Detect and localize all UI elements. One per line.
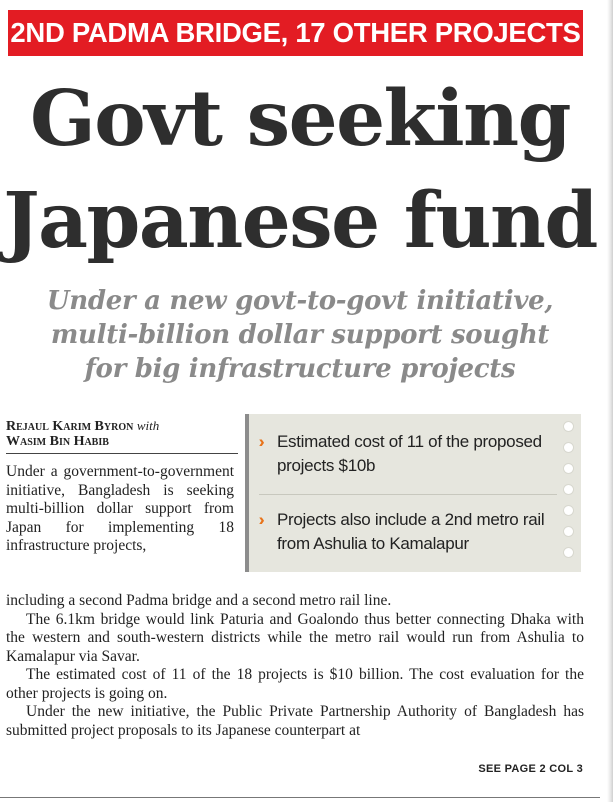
highlight-item [259,430,549,478]
headline-line-1: Govt seeking [30,74,570,164]
byline-author-1: Rejaul Karim Byron [6,419,134,434]
subheadline-line-1: Under a new govt-to-govt initiative, [46,286,554,316]
subheadline [0,284,600,386]
perforation-decoration [561,422,577,568]
jump-line: SEE PAGE 2 COL 3 [478,763,583,775]
byline [6,418,238,449]
highlights-stripe [245,414,249,572]
subheadline-line-3: for big infrastructure projects [84,354,516,384]
article-paragraph: Under a government-to-government initiative, Bangladesh is seeking multi-billion dollar support from Japan for implementing 18 infrastructure projects, [6,463,234,554]
article-paragraph: The 6.1km bridge would link Paturia and Goalondo thus better connecting Dhaka with the western and south-western districts while the metro rail would run from Ashulia to Kamalapur via Savar. [6,610,584,665]
article-paragraph: including a second Padma bridge and a second metro rail line. [6,592,392,609]
article-body [6,592,584,740]
byline-with: with [136,418,160,433]
article-paragraph: Under the new initiative, the Public Private Partnership Authority of Bangladesh has submitted project proposals to its Japanese counterpart at [6,703,584,739]
headline-line-2: Japanese fund [3,176,597,266]
subheadline-line-2: multi-billion dollar support sought [50,320,550,350]
byline-author-2: Wasim Bin Habib [6,434,109,449]
page-edge-shadow [607,0,613,802]
highlight-text: Estimated cost of 11 of the proposed projects $10b [277,432,542,475]
byline-divider [6,453,238,454]
article-lead-column [6,463,234,556]
highlights-box [245,414,581,572]
highlight-item [259,508,549,556]
headline [0,68,600,272]
highlight-text: Projects also include a 2nd metro rail from Ashulia to Kamalapur [277,510,545,553]
article-paragraph: The estimated cost of 11 of the 18 projects is $10 billion. The cost evaluation for the other projects is going on. [6,666,584,702]
highlights-divider [259,494,557,495]
kicker-banner: 2ND PADMA BRIDGE, 17 OTHER PROJECTS [8,10,583,56]
bottom-rule [0,797,600,798]
